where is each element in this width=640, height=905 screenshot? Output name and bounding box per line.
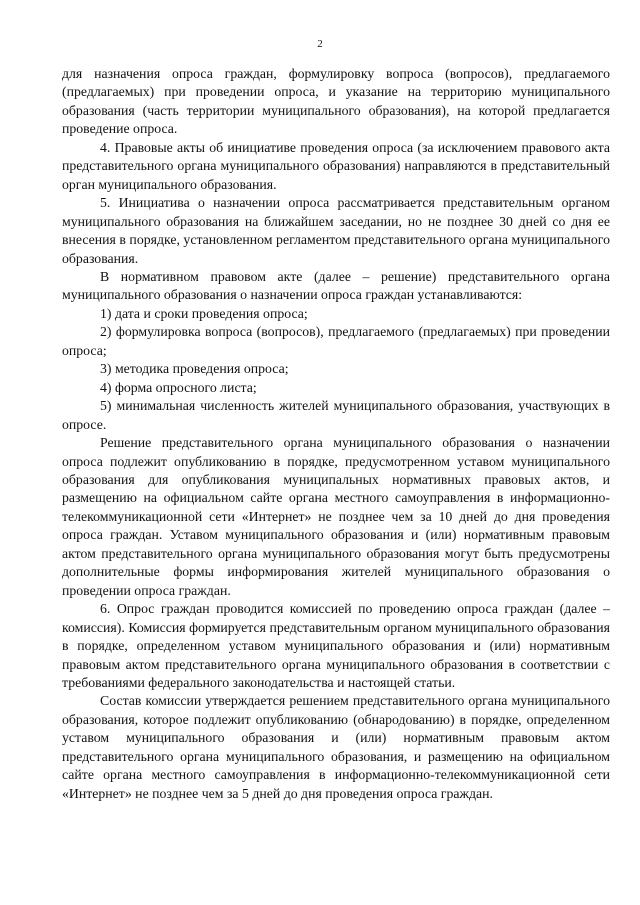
- list-item-2: 2) формулировка вопроса (вопросов), предлагаемого (предлагаемых) при проведении опроса;: [62, 324, 610, 358]
- paragraph-decision-contents: В нормативном правовом акте (далее – решение) представительного органа муниципального образования о назначении опроса граждан устанавливаются:: [62, 268, 610, 303]
- paragraph-commission-composition: Состав комиссии утверждается решением представительного органа муниципального образования, которое подлежит опубликованию (обнародованию) в порядке, определенном уставом муниципального образования и (или) нормативным правовым актом представительного органа муниципального образования, и размещению на официальном сайте органа местного самоуправления в информационно-телекоммуникационной сети «Интернет» не позднее чем за 5 дней до дня проведения опроса граждан.: [62, 693, 610, 801]
- paragraph-continuation: для назначения опроса граждан, формулировку вопроса (вопросов), предлагаемого (предлагаемых) при проведении опроса, и указание на территорию муниципального образования (часть территории муниципального образования), на которой предлагается проведение опроса.: [62, 66, 610, 137]
- paragraph-item-6: 6. Опрос граждан проводится комиссией по проведению опроса граждан (далее – комиссия). Комиссия формируется представительным органом муниципального образования в порядке, определенном уставом муниципального образования и (или) нормативным правовым актом представительного органа муниципального образования в соответствии с требованиями федерального законодательства и настоящей статьи.: [62, 601, 610, 690]
- page-number: 2: [317, 38, 323, 50]
- list-item-1: 1) дата и сроки проведения опроса;: [100, 305, 308, 321]
- document-body: [62, 65, 610, 803]
- paragraph-item-5: 5. Инициатива о назначении опроса рассматривается представительным органом муниципального образования на ближайшем заседании, но не позднее 30 дней со дня ее внесения в порядке, установленном регламентом представительного органа муниципального образования.: [62, 195, 610, 266]
- list-item-3: 3) методика проведения опроса;: [100, 361, 289, 377]
- paragraph-item-4: 4. Правовые акты об инициативе проведения опроса (за исключением правового акта представительного органа муниципального образования) направляются в представительный орган муниципального образования.: [62, 139, 610, 192]
- list-item-5: 5) минимальная численность жителей муниципального образования, участвующих в опросе.: [62, 398, 610, 432]
- list-item-4: 4) форма опросного листа;: [100, 379, 257, 395]
- paragraph-decision-publication: Решение представительного органа муниципального образования о назначении опроса подлежит опубликованию в порядке, предусмотренном уставом муниципального образования для опубликования муниципальных нормативных правовых актов, и размещению на официальном сайте органа местного самоуправления в информационно-телекоммуникационной сети «Интернет» не позднее чем за 10 дней до дня проведения опроса граждан. Уставом муниципального образования и (или) нормативным правовым актом представительного органа муниципального образования могут быть предусмотрены дополнительные формы информирования жителей муниципального образования о проведении опроса граждан.: [62, 435, 610, 598]
